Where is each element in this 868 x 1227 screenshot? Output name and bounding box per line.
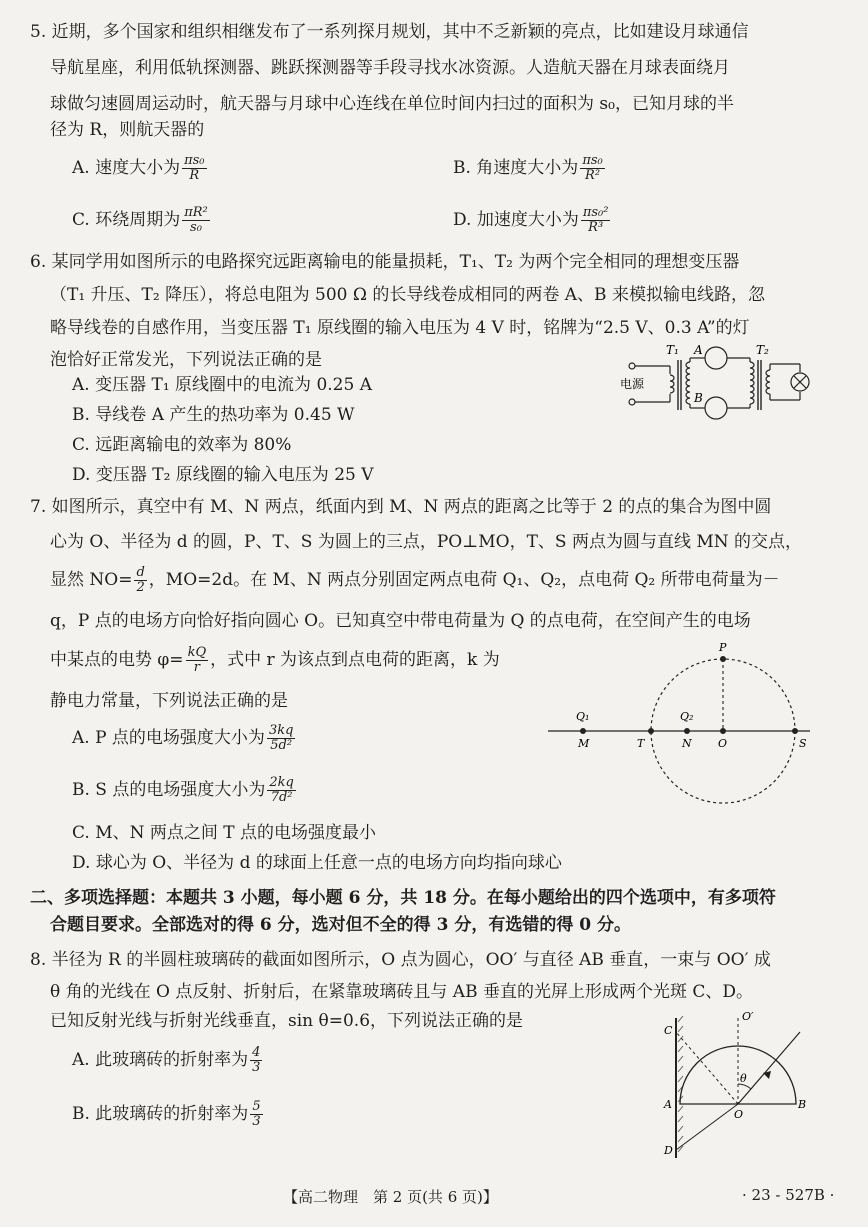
q7-line-5: 中某点的电势 φ= $\frac{kQ}{r}$ ，式中 r 为该点到点电荷的距离，k 为 — [50, 645, 500, 675]
label-n: N — [682, 737, 692, 750]
coil-a-label: A — [694, 343, 703, 357]
q6-line-3: 略导线卷的自感作用，当变压器 T₁ 原线圈的输入电压为 4 V 时，铭牌为“2.5 V、0.3 A”的灯 — [50, 318, 750, 338]
t2-label: T₂ — [756, 343, 769, 357]
q7-line-1: 7. 如图所示，真空中有 M、N 两点，纸面内到 M、N 两点的距离之比等于 2 的点的集合为图中圆 — [30, 497, 772, 517]
label-s: S — [799, 737, 807, 750]
q7-line-4: q，P 点的电场方向恰好指向圆心 O。已知真空中带电荷量为 Q 的点电荷，在空间产生的电场 — [50, 611, 751, 631]
power-source-label: 电源 — [620, 377, 645, 391]
point-s — [792, 728, 798, 734]
terminal-top — [629, 363, 635, 369]
incident-arrow-icon — [763, 1071, 771, 1079]
q6-line-2: （T₁ 升压、T₂ 降压），将总电阻为 500 Ω 的长导线卷成相同的两卷 A、B 来模拟输电线路，忽 — [50, 285, 765, 305]
q7-option-c: C. M、N 两点之间 T 点的电场强度最小 — [72, 823, 377, 843]
label-q1: Q₁ — [576, 710, 590, 723]
q5-line-3: 球做匀速圆周运动时，航天器与月球中心连线在单位时间内扫过的面积为 s₀，已知月球的半 — [50, 94, 734, 114]
q8-option-a: A. 此玻璃砖的折射率为 $\frac{4}{3}$ — [72, 1045, 261, 1075]
coil-a — [705, 347, 727, 369]
q7-line-2: 心为 O、半径为 d 的圆，P、T、S 为圆上的三点，PO⊥MO，T、S 两点为圆与直线 MN 的交点， — [50, 532, 803, 552]
incident-ray — [738, 1032, 800, 1104]
t2-primary-coil — [750, 362, 754, 404]
q8-glass-diagram — [660, 1010, 820, 1162]
label-c: C — [664, 1024, 673, 1037]
point-p — [720, 656, 726, 662]
label-o: O — [734, 1108, 744, 1121]
coil-b-label: B — [694, 391, 703, 405]
q7-line-6: 静电力常量，下列说法正确的是 — [50, 691, 288, 711]
q8-line-3: 已知反射光线与折射光线垂直，sin θ=0.6，下列说法正确的是 — [50, 1011, 524, 1031]
t1-secondary-coil — [686, 362, 690, 404]
q6-option-b: B. 导线卷 A 产生的热功率为 0.45 W — [72, 405, 355, 425]
q7-option-b: B. S 点的电场强度大小为 $\frac{2kq}{\text{7d²}}$ — [72, 775, 294, 805]
q6-circuit-diagram — [610, 340, 825, 425]
q6-option-d: D. 变压器 T₂ 原线圈的输入电压为 25 V — [72, 465, 374, 485]
q5-line-4: 径为 R，则航天器的 — [50, 120, 205, 140]
label-d: D — [664, 1144, 673, 1157]
coil-b — [705, 397, 727, 419]
label-a: A — [664, 1098, 672, 1111]
page-code: · 23 - 527B · — [742, 1186, 835, 1204]
label-theta: θ — [740, 1072, 747, 1085]
q7-circle-diagram — [545, 640, 815, 815]
q8-line-2: θ 角的光线在 O 点反射、折射后，在紧靠玻璃砖且与 AB 垂直的光屏上形成两个光斑 C、D。 — [50, 982, 753, 1002]
section-2-line-1: 二、多项选择题：本题共 3 小题，每小题 6 分，共 18 分。在每小题给出的四个选项中，有多项符 — [30, 888, 776, 908]
refracted-ray — [676, 1104, 738, 1150]
reflected-ray — [676, 1032, 738, 1104]
q5-option-a: A. 速度大小为 $\frac{\text{πs₀}}{R}$ — [72, 153, 205, 183]
section-2-line-2: 合题目要求。全部选对的得 6 分，选对但不全的得 3 分，有选错的得 0 分。 — [50, 915, 631, 935]
page-footer: 【高二物理 第 2 页(共 6 页)】 — [283, 1188, 498, 1206]
q5-option-d: D. 加速度大小为 $\frac{\text{πs₀²}}{\text{R³}}$ — [453, 205, 609, 235]
q6-line-4: 泡恰好正常发光，下列说法正确的是 — [50, 350, 322, 370]
point-n — [684, 728, 690, 734]
t2-secondary-coil — [766, 370, 770, 394]
q7-line-3: 显然 NO= $\frac{d}{2}$ ，MO=2d。在 M、N 两点分别固定两点电荷 Q₁、Q₂，点电荷 Q₂ 所带电荷量为－ — [50, 565, 780, 595]
q6-line-1: 6. 某同学用如图所示的电路探究远距离输电的能量损耗，T₁、T₂ 为两个完全相同的理想变压器 — [30, 252, 740, 272]
q5-line-1: 5. 近期，多个国家和组织相继发布了一系列探月规划，其中不乏新颖的亮点，比如建设月球通信 — [30, 22, 749, 42]
q7-option-d: D. 球心为 O、半径为 d 的球面上任意一点的电场方向均指向球心 — [72, 853, 562, 873]
point-t — [648, 728, 654, 734]
label-q2: Q₂ — [680, 710, 694, 723]
label-b: B — [798, 1098, 807, 1111]
q5-option-b: B. 角速度大小为 $\frac{\text{πs₀}}{\text{R²}}$ — [453, 153, 603, 183]
label-m: M — [578, 737, 590, 750]
label-t: T — [637, 737, 645, 750]
label-o-prime: O′ — [742, 1010, 754, 1023]
q5-option-c: C. 环绕周期为 $\frac{\text{πR²}}{\text{s₀}}$ — [72, 205, 208, 235]
point-o — [720, 728, 726, 734]
label-o: O — [718, 737, 728, 750]
q8-option-b: B. 此玻璃砖的折射率为 $\frac{5}{3}$ — [72, 1099, 261, 1129]
q6-option-a: A. 变压器 T₁ 原线圈中的电流为 0.25 A — [72, 375, 372, 395]
q7-option-a: A. P 点的电场强度大小为 $\frac{3kq}{\text{5d²}}$ — [72, 723, 294, 753]
label-p: P — [719, 641, 727, 654]
t1-primary-coil — [670, 375, 674, 393]
q8-line-1: 8. 半径为 R 的半圆柱玻璃砖的截面如图所示，O 点为圆心，OO′ 与直径 AB 垂直，一束与 OO′ 成 — [30, 950, 771, 970]
terminal-bottom — [629, 399, 635, 405]
point-m — [580, 728, 586, 734]
q5-line-2: 导航星座，利用低轨探测器、跳跃探测器等手段寻找水冰资源。人造航天器在月球表面绕月 — [50, 58, 730, 78]
q6-option-c: C. 远距离输电的效率为 80% — [72, 435, 292, 455]
t1-label: T₁ — [666, 343, 679, 357]
